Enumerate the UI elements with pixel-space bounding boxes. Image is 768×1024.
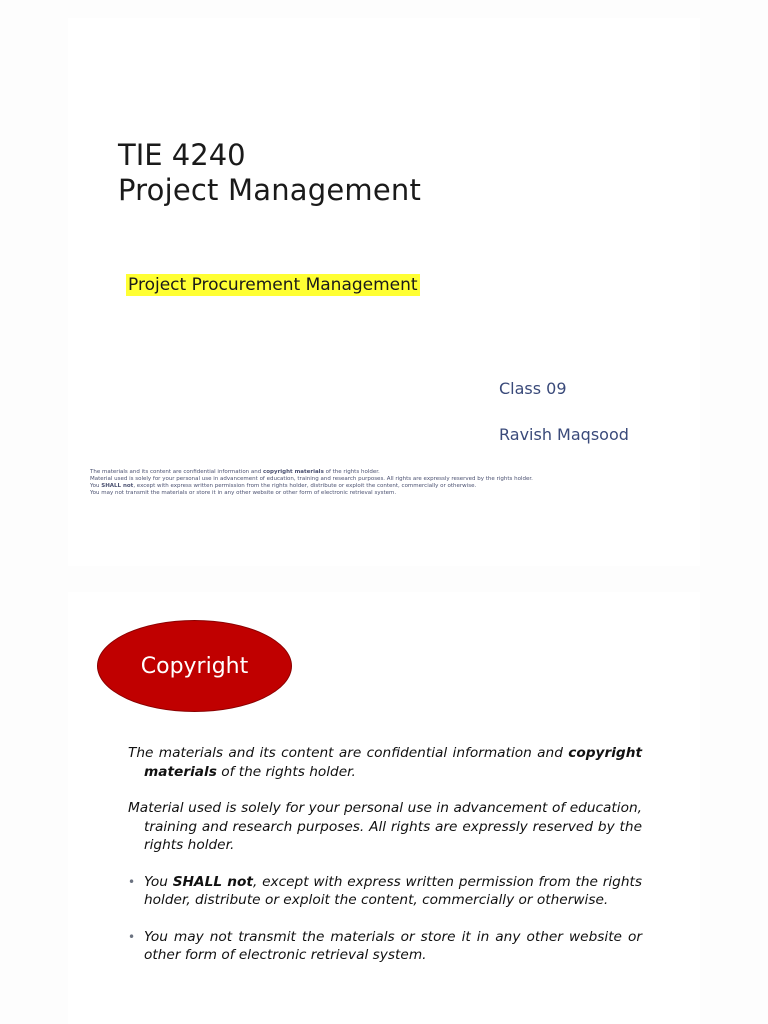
bullet-glyph: • bbox=[128, 929, 136, 944]
author-name: Ravish Maqsood bbox=[499, 425, 629, 444]
course-code: TIE 4240 bbox=[118, 138, 246, 172]
fine-print-line: You may not transmit the materials or store it in any other website or other form of electronic retrieval system. bbox=[90, 490, 397, 496]
bullet-no-transmit: • You may not transmit the materials or store it in any other website or other form of electronic retrieval system. bbox=[128, 928, 642, 963]
bullet-glyph: • bbox=[128, 874, 136, 889]
copyright-slide bbox=[68, 592, 700, 1024]
copyright-badge-label: Copyright bbox=[140, 653, 249, 679]
fine-print-line: The materials and its content are confidential information and copyright materials of the rights holder. bbox=[90, 469, 380, 475]
fine-print-line: Material used is solely for your personal use in advancement of education, training and research purposes. All rights are expressly reserved by the rights holder. bbox=[90, 476, 533, 482]
copyright-badge bbox=[97, 620, 292, 712]
paragraph-personal-use: Material used is solely for your personal use in advancement of education, training and research purposes. All rights are expressly reserved by the rights holder. bbox=[128, 800, 642, 853]
topic-highlight: Project Procurement Management bbox=[128, 275, 418, 295]
title-slide bbox=[68, 18, 700, 566]
class-number: Class 09 bbox=[499, 379, 567, 398]
course-title: Project Management bbox=[118, 173, 422, 207]
bullet-no-distribution: • You SHALL not, except with express written permission from the rights holder, distribute or exploit the content, commercially or otherwise. bbox=[128, 873, 643, 908]
paragraph-confidential: The materials and its content are confidential information and copyright materials of the rights holder. bbox=[128, 745, 642, 780]
copyright-body bbox=[128, 744, 642, 983]
fine-print-line: You SHALL not, except with express written permission from the rights holder, distribute or exploit the content, commercially or otherwise. bbox=[90, 483, 477, 489]
fine-print-notice bbox=[90, 469, 533, 497]
